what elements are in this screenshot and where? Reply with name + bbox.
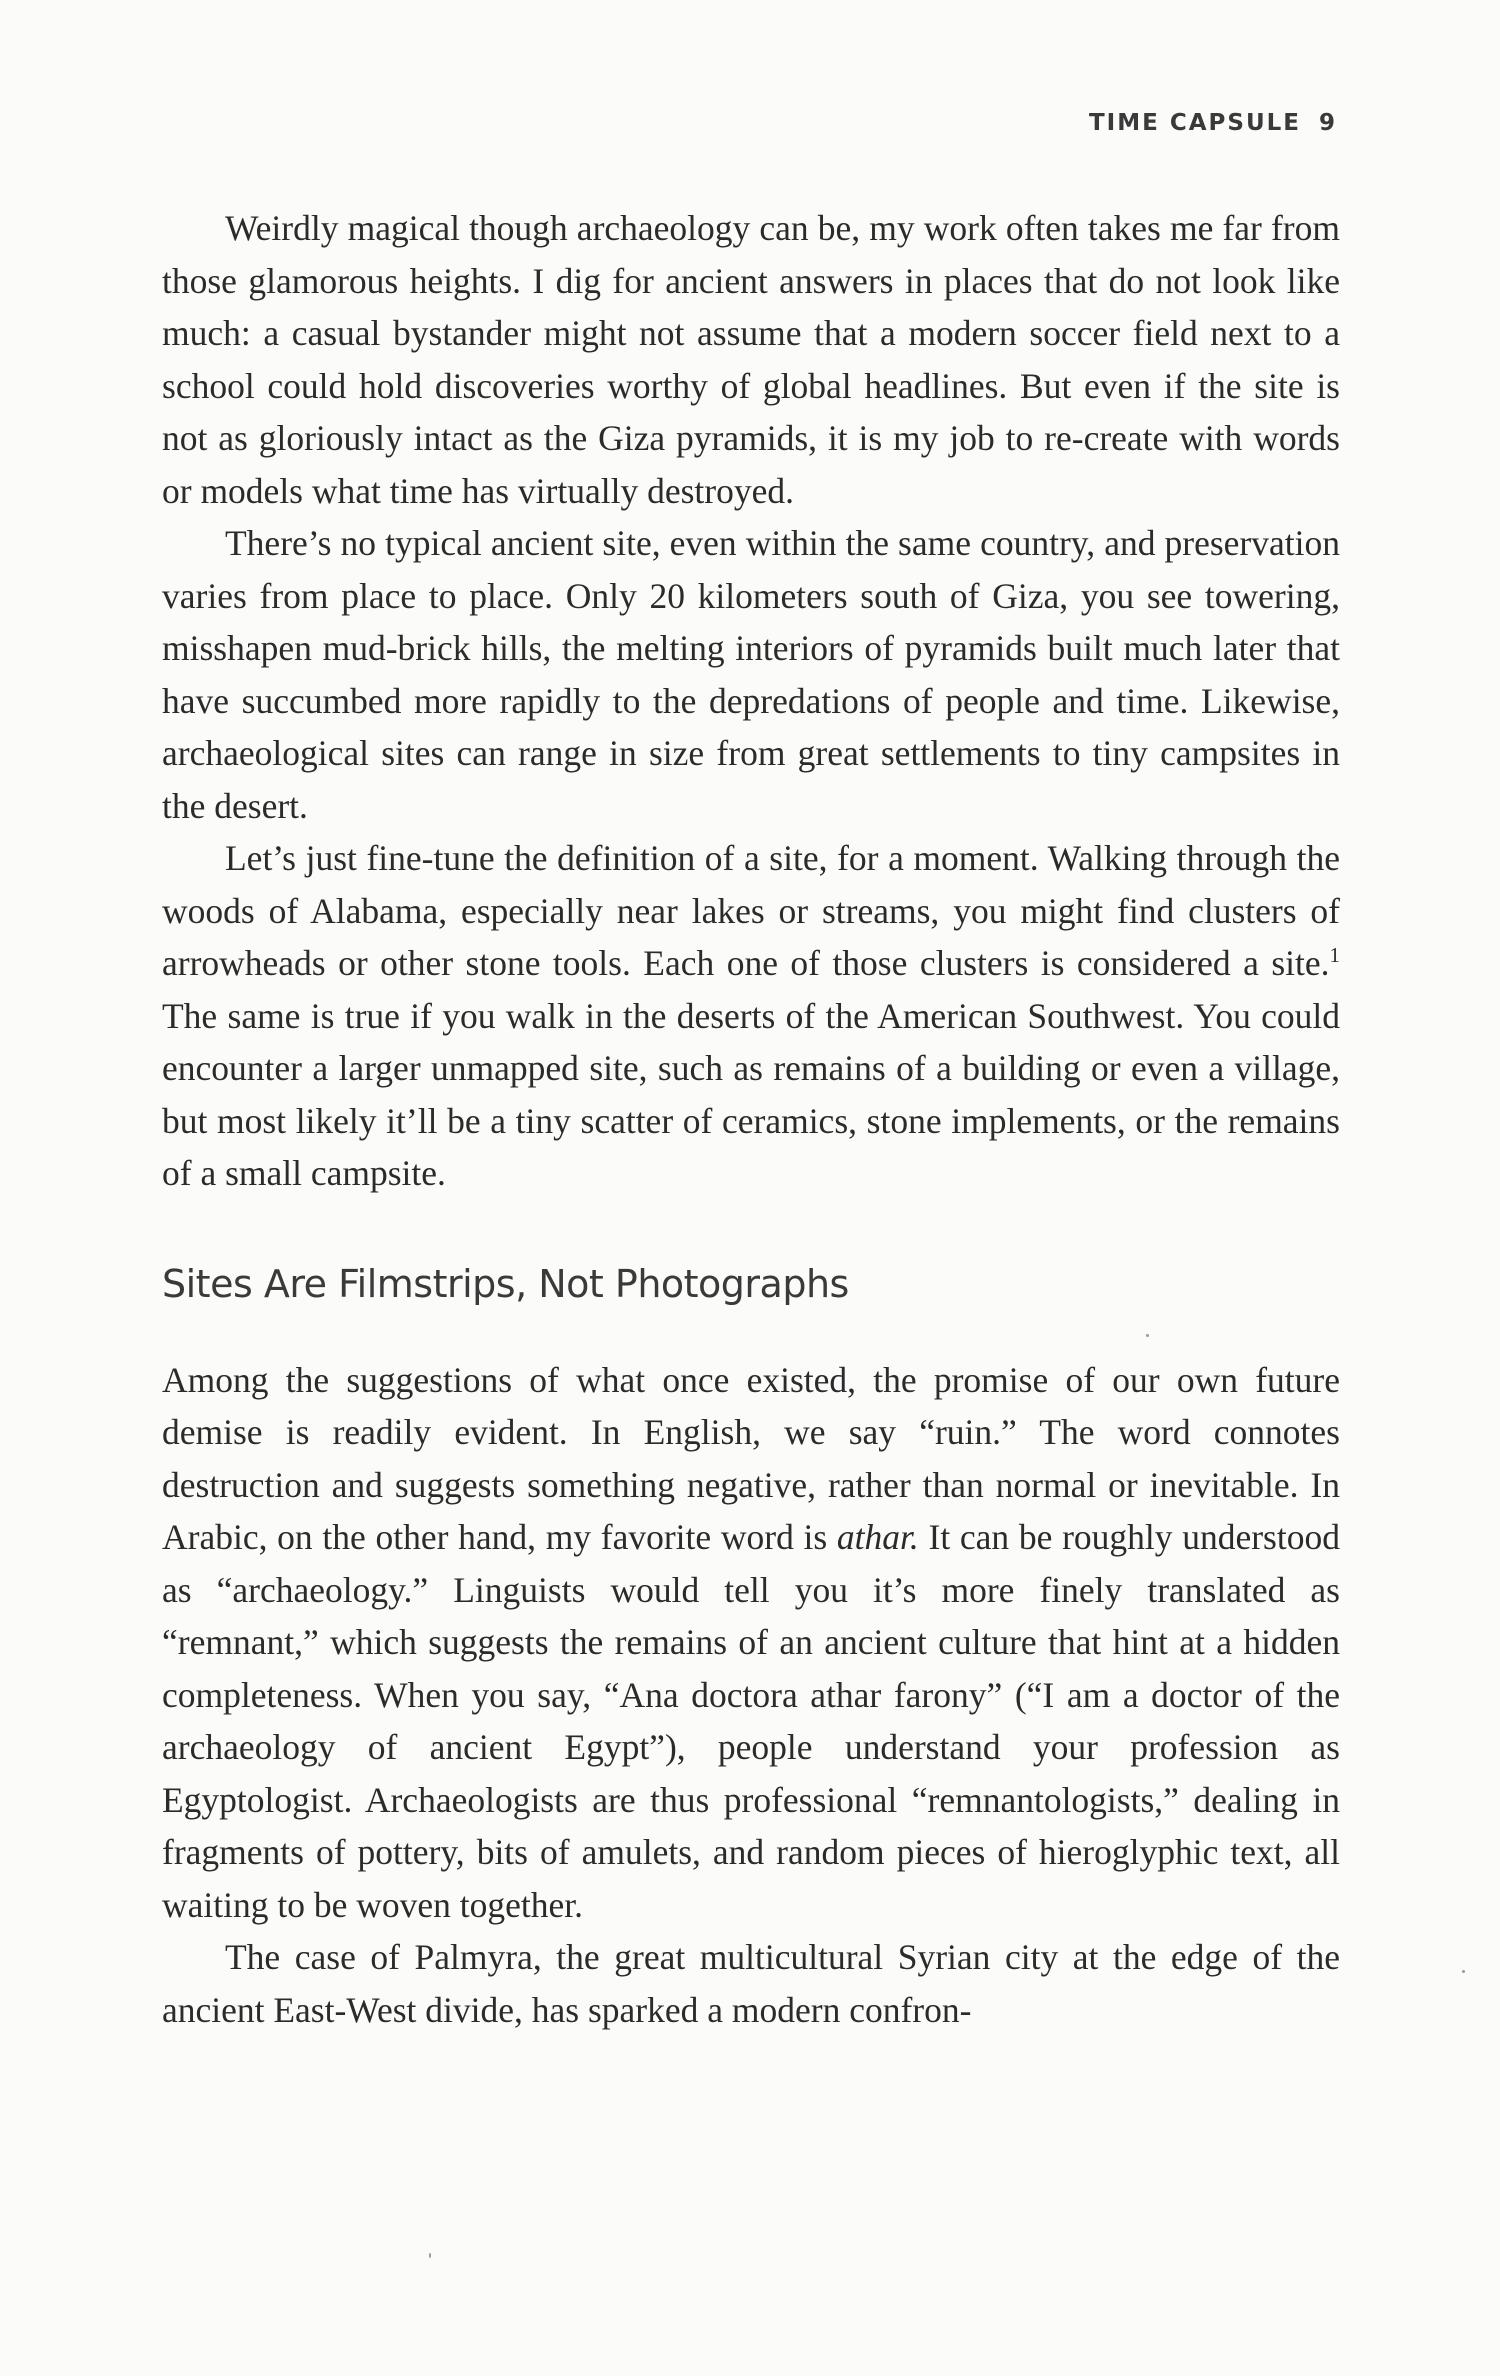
body-text (162, 202, 1340, 2036)
paragraph-4-part-1: Among the suggestions of what once existed, the promise of our own future demise is readily evident. In English, we say “ruin.” The word connotes destruction and suggests something negative, rather than normal or inevitable. In Arabic, on the other hand, my favorite word is (162, 1359, 1340, 1557)
scan-speck (1146, 1334, 1149, 1337)
running-head (1089, 110, 1337, 136)
scan-speck (1462, 1970, 1465, 1973)
paragraph-3 (162, 832, 1340, 1200)
paragraph-4 (162, 1354, 1340, 1932)
paragraph-1: Weirdly magical though archaeology can be, my work often takes me far from those glamorous heights. I dig for ancient answers in places that do not look like much: a casual bystander might not assume that a modern soccer field next to a school could hold discoveries worthy of global headlines. But even if the site is not as gloriously intact as the Giza pyramids, it is my job to re-create with words or models what time has virtually destroyed. (162, 208, 1340, 511)
paragraph-3-part-1: Let’s just fine-tune the definition of a site, for a moment. Walking through the woods of Alabama, especially near lakes or streams, you might find clusters of arrowheads or other stone tools. Each one of those clusters is considered a site. (162, 838, 1340, 983)
running-head-title: TIME CAPSULE (1088, 110, 1301, 136)
paragraph-3-part-2: The same is true if you walk in the deserts of the American Southwest. You could encounter a larger unmapped site, such as remains of a building or even a village, but most likely it’ll be a tiny scatter of ceramics, stone implements, or the remains of a small campsite. (162, 995, 1340, 1193)
italic-term-athar: athar. (836, 1517, 919, 1557)
section-heading: Sites Are Filmstrips, Not Photographs (162, 1261, 849, 1306)
page-number: 9 (1318, 110, 1337, 136)
paragraph-4-part-2: It can be roughly understood as “archaeology.” Linguists would tell you it’s more finely translated as “remnant,” which suggests the remains of an ancient culture that hint at a hidden completeness. When you say, “Ana doctora athar farony” (“I am a doctor of the archaeology of ancient Egypt”), people understand your profession as Egyptologist. Archaeologists are thus professional “remnantologists,” dealing in fragments of pottery, bits of amulets, and random pieces of hieroglyphic text, all waiting to be woven together. (162, 1517, 1340, 1925)
footnote-ref-1: 1 (1329, 943, 1340, 967)
paragraph-2: There’s no typical ancient site, even within the same country, and preservation varies from place to place. Only 20 kilometers south of Giza, you see towering, misshapen mud-brick hills, the melting interiors of pyramids built much later that have succumbed more rapidly to the depredations of people and time. Likewise, archaeological sites can range in size from great settlements to tiny campsites in the desert. (162, 523, 1340, 826)
paragraph-5: The case of Palmyra, the great multicultural Syrian city at the edge of the ancient East-West divide, has sparked a modern confron- (162, 1937, 1340, 2030)
scan-speck (429, 2253, 431, 2258)
